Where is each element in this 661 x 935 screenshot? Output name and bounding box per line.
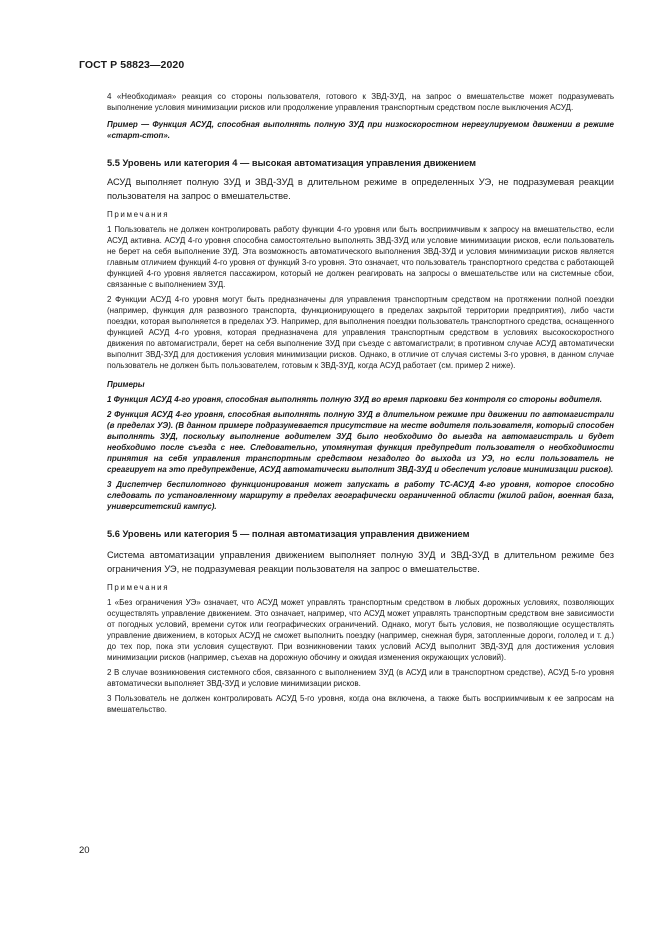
document-header: ГОСТ Р 58823—2020	[79, 59, 185, 71]
section-5-6-body: Система автоматизации управления движением выполняет полную ЗУД и ЗВД-ЗУД в длительном режиме без ограничения УЭ, не подразумевая реакции пользователя на запрос о вмешательстве.	[107, 550, 614, 574]
section-5-5-body: АСУД выполняет полную ЗУД и ЗВД-ЗУД в длительном режиме в определенных УЭ, не подразумевая реакции пользователя на запрос о вмешательстве.	[107, 177, 614, 201]
example-intro: Пример — Функция АСУД, способная выполнять полную ЗУД при низкоскоростном нерегулируемом движении в режиме «старт-стоп».	[107, 120, 614, 140]
example-5-5-2: 2 Функция АСУД 4-го уровня, способная выполнять полную ЗУД в длительном режиме при движении по автомагистрали (в пределах УЭ). (В данном примере подразумевается присутствие на месте водителя пользователя, который способен выполнять ЗУД, поскольку выполнение водителем ЗУД было необходимо до выезда на автомагистраль и будет необходимо после съезда с нее. Следовательно, упомянутая функция предупредит пользователя о необходимости принятия на себя управления транспортным средством незадолго до выхода из УЭ, но если пользователь не среагирует на это предупреждение, АСУД автоматически выполнит ЗВД-ЗУД и обеспечит условие минимизации рисков).	[107, 410, 614, 474]
examples-label-5-5: Примеры	[107, 380, 145, 389]
note-5-6-1: 1 «Без ограничения УЭ» означает, что АСУД может управлять транспортным средством в любых дорожных условиях, позволяющих осуществлять управление движением. Это означает, например, что АСУД может управлять транспортным средством вне зависимости от погодных условий, времени суток или географических ограничений. Однако, могут быть условия, не позволяющие осуществлять управление движением, в которых АСУД не сможет выполнить поездку (например, снежная буря, затопленные дороги, гололед и т. д.) до тех пор, пока эти условия существуют. При возникновении таких условий АСУД выполнит ЗВД-ЗУД для достижения условия минимизации рисков (например, съехав на дорожную обочину и ожидая изменения окружающих условий).	[107, 598, 614, 662]
note-5-6-3: 3 Пользователь не должен контролировать АСУД 5-го уровня, когда она включена, а также быть восприимчивым к ее запросам на вмешательство.	[107, 694, 614, 714]
note-5-6-2: 2 В случае возникновения системного сбоя, связанного с выполнением ЗУД (в АСУД или в транспортном средстве), АСУД 5-го уровня автоматически выполняет ЗВД-ЗУД и условие минимизации рисков.	[107, 668, 614, 688]
notes-label-5-6: Примечания	[107, 583, 170, 592]
document-body	[107, 91, 614, 715]
section-heading-5-5: 5.5 Уровень или категория 4 — высокая автоматизация управления движением	[107, 158, 477, 168]
example-5-5-1: 1 Функция АСУД 4-го уровня, способная выполнять полную ЗУД во время парковки без контроля со стороны водителя.	[107, 395, 603, 404]
note-paragraph-intro: 4 «Необходимая» реакция со стороны пользователя, готового к ЗВД-ЗУД, на запрос о вмешательстве может подразумевать выполнение условия минимизации рисков или продолжение управления транспортным средством после выключения АСУД.	[107, 92, 614, 112]
note-5-5-1: 1 Пользователь не должен контролировать работу функции 4-го уровня или быть восприимчивым к запросу на вмешательство, если АСУД активна. АСУД 4-го уровня способна самостоятельно выполнять ЗВД-ЗУД или условие минимизации рисков, если пользователь не берет на себя выполнение ЗУД. Эта возможность автоматического выполнения ЗВД-ЗУД и условия минимизации рисков является главным отличием функций 4-го уровня от функций 3-го уровня. Это означает, что пользователь транспортного средства с работающей функцией 4-го уровня является пассажиром, который не должен реагировать на запросы о вмешательстве или на системные сбои, связанные с выполнением ЗУД.	[107, 225, 614, 289]
notes-label-5-5: Примечания	[107, 210, 170, 219]
page-number: 20	[79, 845, 90, 856]
section-heading-5-6: 5.6 Уровень или категория 5 — полная автоматизация управления движением	[107, 529, 470, 539]
example-5-5-3: 3 Диспетчер беспилотного функционирования может запускать в работу ТС-АСУД 4-го уровня, которое способно следовать по установленному маршруту в пределах географически ограниченной области (жилой район, военная база, университетский кампус).	[107, 480, 614, 511]
note-5-5-2: 2 Функции АСУД 4-го уровня могут быть предназначены для управления транспортным средством на протяжении полной поездки (например, функция для развозного транспорта, функционирующего в пределах закрытой территории предприятия), либо части поездки, которая выполняется в пределах УЭ. Например, для выполнения поездки пользователь транспортного средства, оснащенного функцией АСУД 4-го уровня, которая предназначена для управления транспортным средством в условиях высокоскоростного движения по автомагистрали, берет на себя выполнение ЗУД при съезде с автомагистрали; в противном случае АСУД автоматически выполнит ЗВД-ЗУД для достижения условия минимизации рисков. Однако, в отличие от случая системы 3-го уровня, в данном случае пользователь не должен быть пользователем, готовым к ЗВД-ЗУД, когда АСУД работает (см. пример 2 ниже).	[107, 295, 614, 370]
